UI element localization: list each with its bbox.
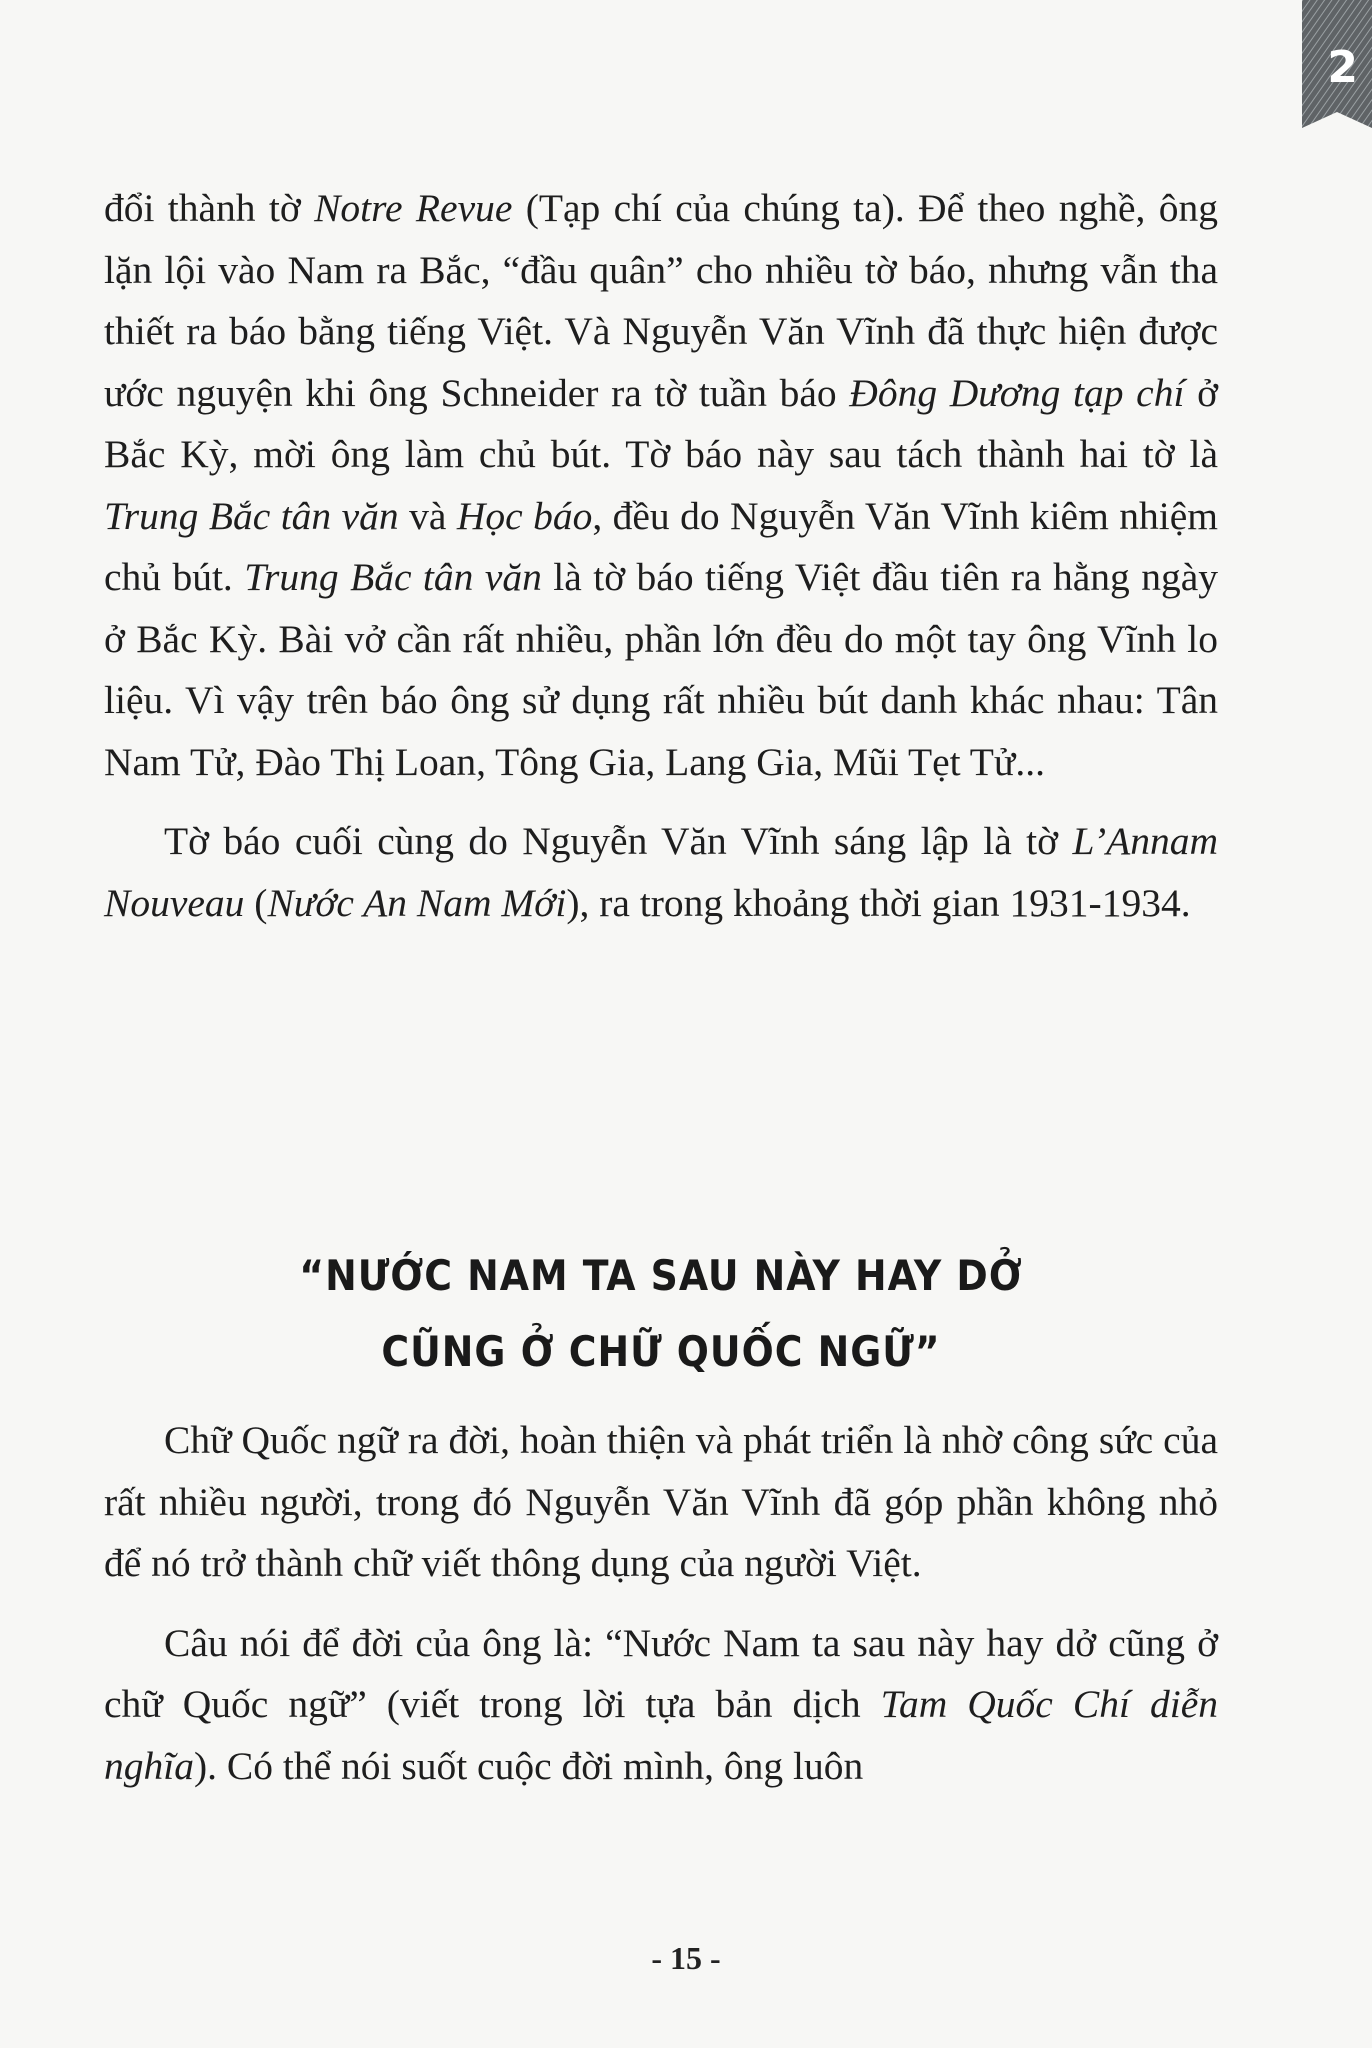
paragraph-1 [104, 178, 1218, 793]
paragraph-4 [104, 1613, 1218, 1798]
italic-title: Notre Revue [314, 186, 513, 230]
text-run: ở Bắc Kỳ, mời ông làm chủ bút. Tờ báo này sau tách thành hai tờ là [104, 370, 1218, 476]
italic-title: Tam Quốc Chí diễn nghĩa [104, 1682, 1218, 1788]
page-number: - 15 - [651, 1940, 721, 1976]
section-heading [104, 1238, 1218, 1390]
text-run: (Tạp chí của chúng ta). Để theo nghề, ông lặn lội vào Nam ra Bắc, “đầu quân” cho nhiều tờ báo, nhưng vẫn tha thiết ra báo bằng tiếng Việt. Và Nguyễn Văn Vĩnh đã thực hiện được ước nguyện khi ông Schneider ra tờ tuần báo [104, 186, 1218, 415]
italic-title: Học báo [456, 493, 593, 538]
italic-title: Trung Bắc tân văn [244, 555, 542, 599]
italic-title: Nước An Nam Mới [267, 880, 567, 925]
paragraph-3: Chữ Quốc ngữ ra đời, hoàn thiện và phát triển là nhờ công sức của rất nhiều người, trong đó Nguyễn Văn Vĩnh đã góp phần không nhỏ để nó trở thành chữ viết thông dụng của người Việt. [104, 1418, 1218, 1585]
italic-title: L’Annam Nouveau [104, 819, 1218, 925]
section-2-text [104, 1410, 1218, 1797]
text-run: là tờ báo tiếng Việt đầu tiên ra hằng ngày ở Bắc Kỳ. Bài vở cần rất nhiều, phần lớn đều do một tay ông Vĩnh lo liệu. Vì vậy trên báo ông sử dụng rất nhiều bút danh khác nhau: Tân Nam Tử, Đào Thị Loan, Tông Gia, Lang Gia, Mũi Tẹt Tử... [104, 555, 1218, 784]
text-run: Câu nói để đời của ông là: “Nước Nam ta sau này hay dở cũng ở chữ Quốc ngữ” (viết trong lời tựa bản dịch [104, 1620, 1218, 1726]
section-1-text [104, 178, 1218, 934]
text-run: , đều do Nguyễn Văn Vĩnh kiêm nhiệm chủ bút. [104, 493, 1218, 599]
italic-title: Đông Dương tạp chí [849, 370, 1185, 415]
text-run: ), ra trong khoảng thời gian 1931-1934. [566, 880, 1191, 925]
text-run: ( [244, 880, 268, 925]
italic-title: Trung Bắc tân văn [104, 493, 399, 538]
text-run: Tờ báo cuối cùng do Nguyễn Văn Vĩnh sáng lập là tờ [164, 819, 1073, 863]
text-run: đổi thành tờ [104, 186, 315, 230]
chapter-number: 2 [1327, 42, 1358, 93]
chapter-tab [1302, 0, 1372, 128]
paragraph-2 [104, 811, 1218, 934]
heading-line-1: “NƯỚC NAM TA SAU NÀY HAY DỞ [299, 1251, 1023, 1300]
text-run: và [398, 493, 457, 538]
heading-line-2: CŨNG Ở CHỮ QUỐC NGỮ” [381, 1327, 941, 1376]
text-run: ). Có thể nói suốt cuộc đời mình, ông luôn [193, 1743, 864, 1788]
